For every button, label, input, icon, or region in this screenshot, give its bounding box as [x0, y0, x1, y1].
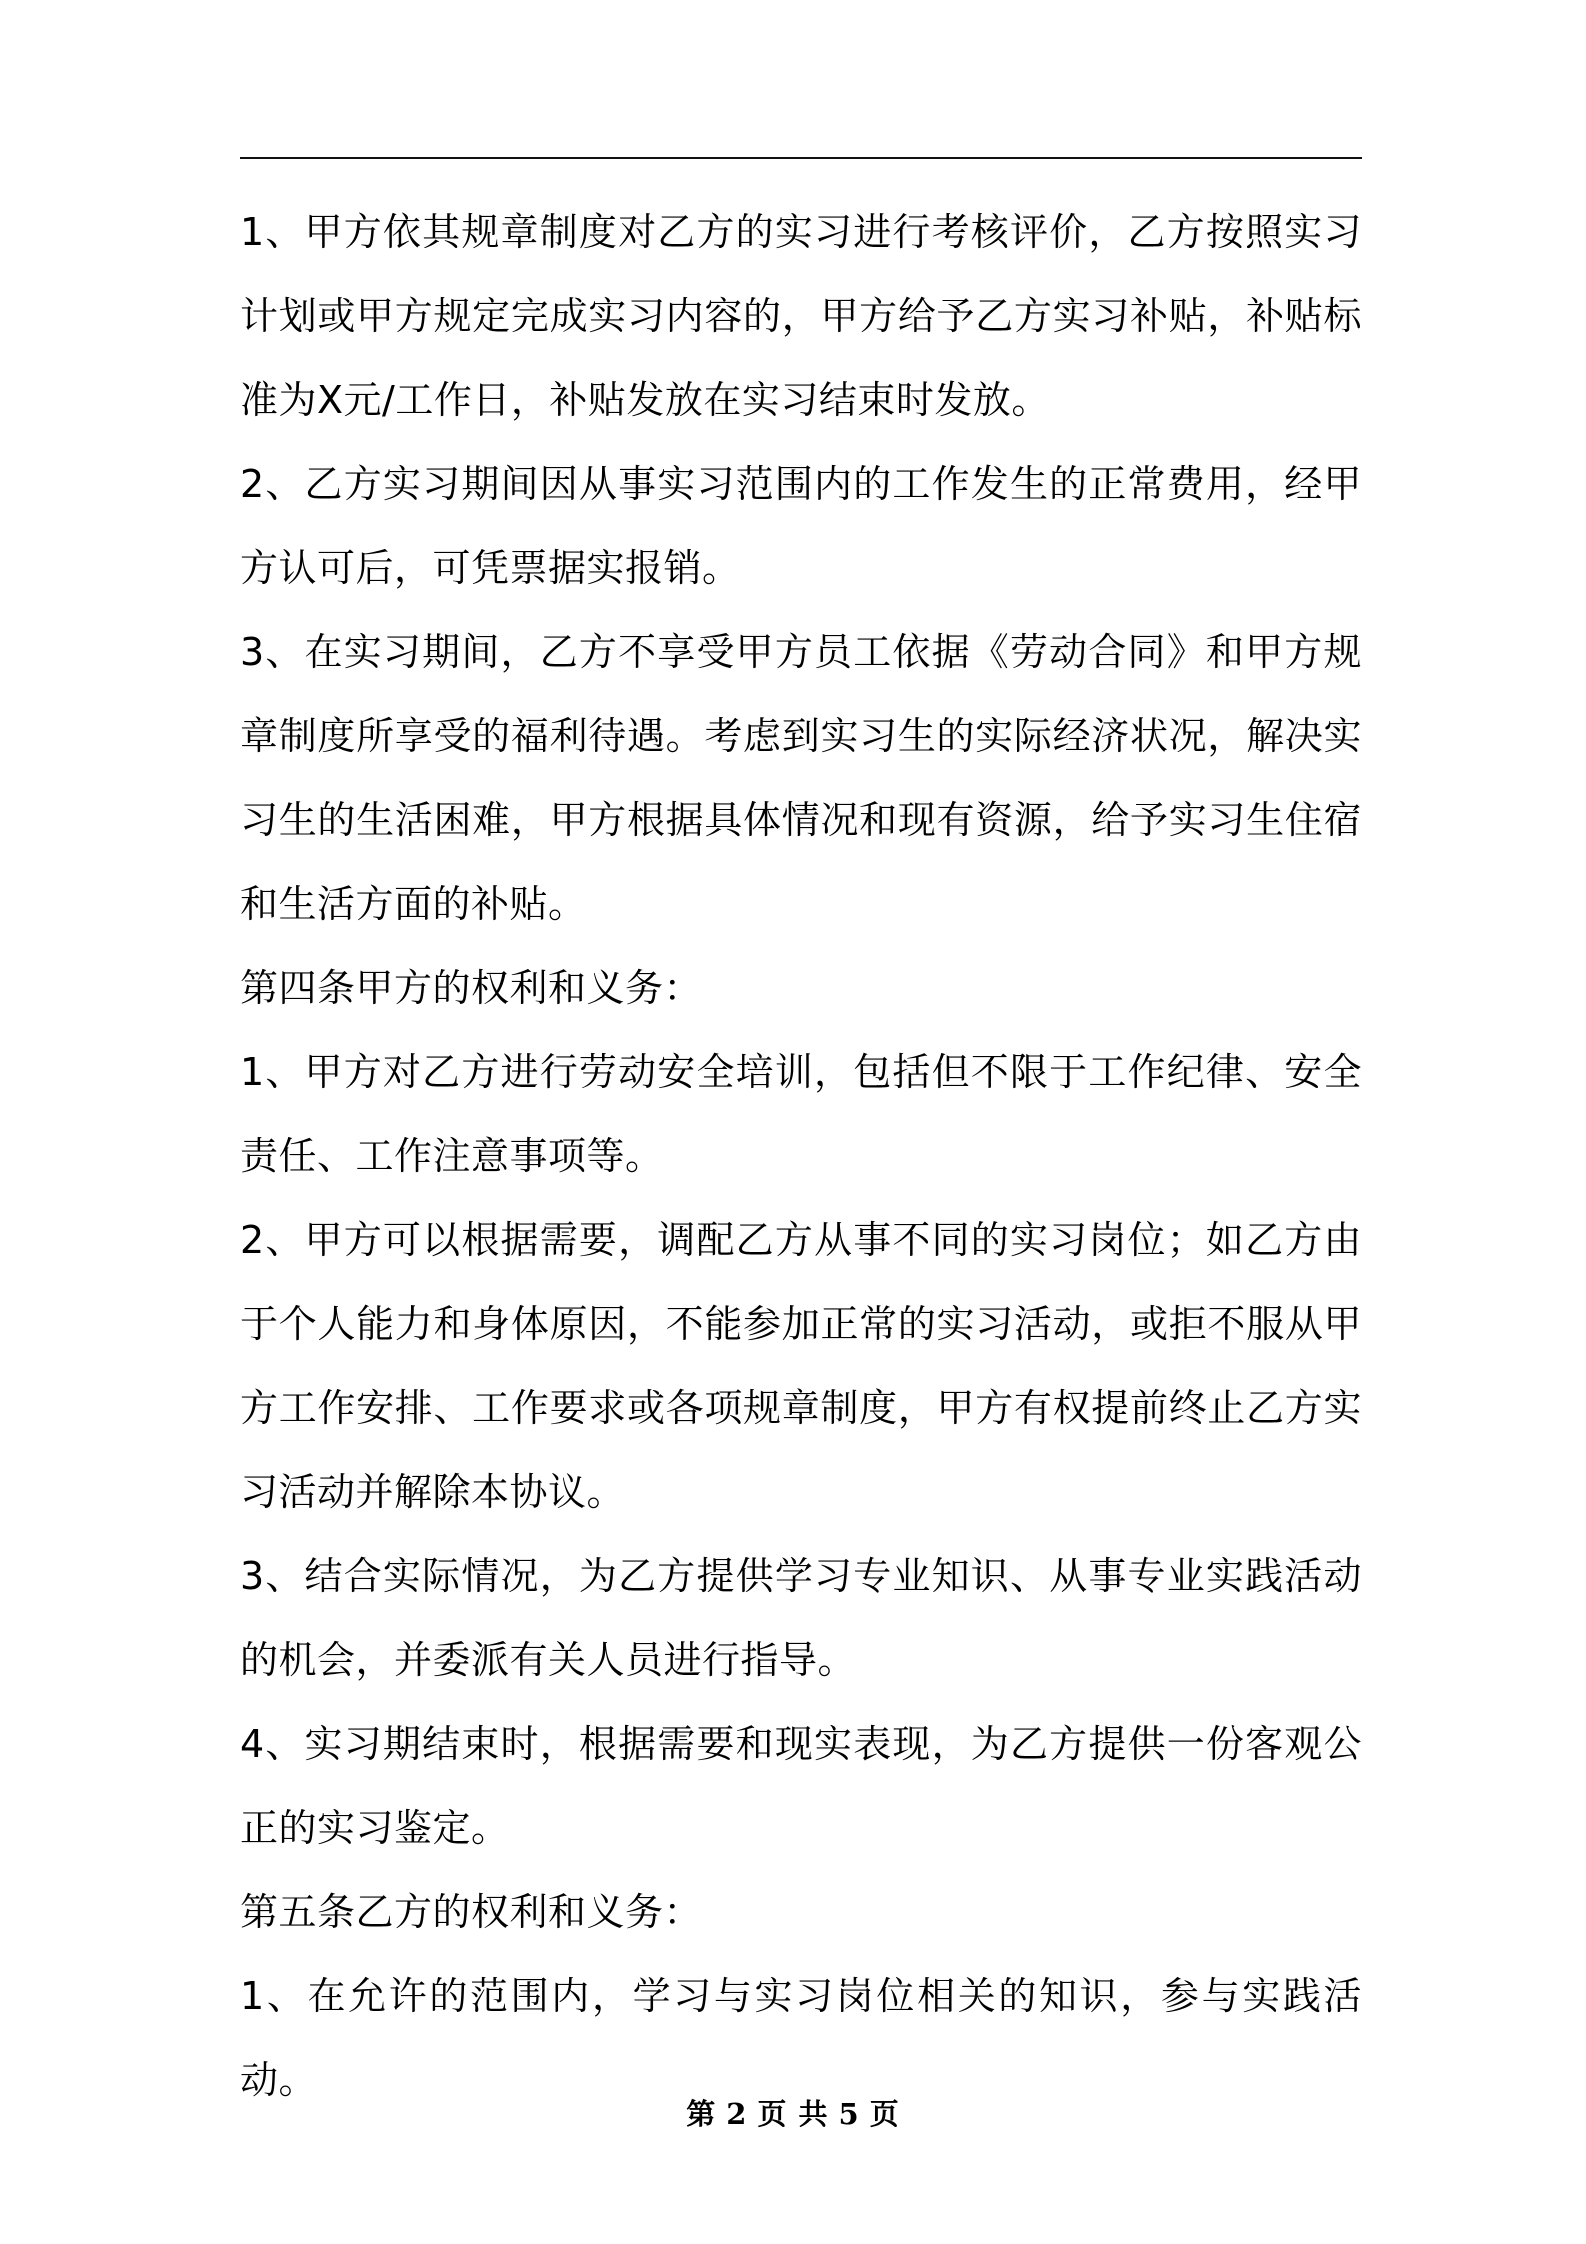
paragraph: 4、实习期结束时，根据需要和现实表现，为乙方提供一份客观公正的实习鉴定。 [240, 1722, 1362, 1850]
paragraph: 3、结合实际情况，为乙方提供学习专业知识、从事专业实践活动的机会，并委派有关人员进行指导。 [240, 1554, 1362, 1682]
paragraph: 1、甲方对乙方进行劳动安全培训，包括但不限于工作纪律、安全责任、工作注意事项等。 [240, 1050, 1362, 1178]
paragraph: 1、甲方依其规章制度对乙方的实习进行考核评价，乙方按照实习计划或甲方规定完成实习内容的，甲方给予乙方实习补贴，补贴标准为X元/工作日，补贴发放在实习结束时发放。 [240, 210, 1362, 422]
paragraph: 3、在实习期间，乙方不享受甲方员工依据《劳动合同》和甲方规章制度所享受的福利待遇。考虑到实习生的实际经济状况，解决实习生的生活困难，甲方根据具体情况和现有资源，给予实习生住宿和生活方面的补贴。 [240, 630, 1362, 926]
total-pages-number: 5 [838, 2097, 860, 2131]
document-body [240, 190, 1362, 2122]
footer-prefix: 第 [686, 2097, 717, 2131]
section-heading: 第四条甲方的权利和义务： [240, 966, 703, 1010]
paragraph: 2、乙方实习期间因从事实习范围内的工作发生的正常费用，经甲方认可后，可凭票据实报销。 [240, 462, 1362, 590]
paragraph: 1、在允许的范围内，学习与实习岗位相关的知识，参与实践活动。 [240, 1974, 1362, 2102]
section-heading: 第五条乙方的权利和义务： [240, 1890, 703, 1934]
page-footer [0, 2094, 1586, 2134]
paragraph: 2、甲方可以根据需要，调配乙方从事不同的实习岗位；如乙方由于个人能力和身体原因，不能参加正常的实习活动，或拒不服从甲方工作安排、工作要求或各项规章制度，甲方有权提前终止乙方实习活动并解除本协议。 [240, 1218, 1362, 1514]
footer-middle: 页 共 [757, 2097, 829, 2131]
header-rule [240, 157, 1362, 159]
footer-suffix: 页 [869, 2097, 900, 2131]
current-page-number: 2 [726, 2097, 748, 2131]
